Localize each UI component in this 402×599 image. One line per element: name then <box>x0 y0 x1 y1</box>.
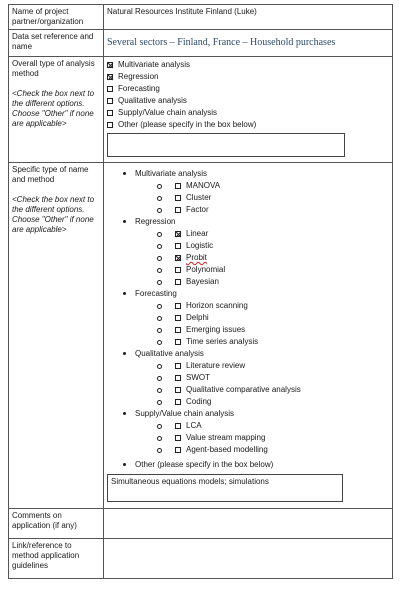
method-option-label: Logistic <box>186 241 214 250</box>
method-sub-list <box>135 180 389 216</box>
link-label: Link/reference to method application guidelines <box>9 539 104 579</box>
method-option[interactable] <box>135 192 389 204</box>
method-option[interactable] <box>135 324 389 336</box>
method-option[interactable] <box>135 204 389 216</box>
method-option-label: Cluster <box>186 193 212 202</box>
specific-other-label: Other (please specify in the box below) <box>135 460 274 469</box>
dataset-value[interactable] <box>104 30 393 57</box>
bullet-icon <box>123 412 126 415</box>
method-sub-list <box>135 228 389 288</box>
overall-label-cell <box>9 57 104 163</box>
checkbox-icon[interactable] <box>107 122 113 128</box>
specific-note: <Check the box next to the different options. Choose "Other" if none are applicable> <box>12 195 95 234</box>
checkbox-icon[interactable] <box>175 339 181 345</box>
method-option[interactable] <box>135 180 389 192</box>
checkbox-icon[interactable] <box>175 327 181 333</box>
method-group <box>107 288 389 348</box>
circle-bullet-icon <box>157 400 162 405</box>
bullet-icon <box>123 172 126 175</box>
overall-option-label: Multivariate analysis <box>118 60 191 69</box>
overall-option[interactable] <box>107 119 389 131</box>
comments-label: Comments on application (if any) <box>9 509 104 539</box>
method-option[interactable] <box>135 252 389 264</box>
overall-option-label: Other (please specify in the box below) <box>118 120 257 129</box>
method-option[interactable] <box>135 420 389 432</box>
method-option-label: LCA <box>186 421 202 430</box>
link-value[interactable] <box>104 539 393 579</box>
comments-row <box>9 509 393 539</box>
method-option-label: Agent-based modelling <box>186 445 268 454</box>
method-option-label: Literature review <box>186 361 246 370</box>
checkbox-icon[interactable] <box>175 243 181 249</box>
method-sub-list <box>135 360 389 408</box>
circle-bullet-icon <box>157 376 162 381</box>
circle-bullet-icon <box>157 364 162 369</box>
checkbox-icon[interactable] <box>175 315 181 321</box>
specific-other-input[interactable]: Simultaneous equations models; simulations <box>107 474 343 502</box>
method-option-label: Polynomial <box>186 265 226 274</box>
circle-bullet-icon <box>157 448 162 453</box>
checkbox-icon[interactable] <box>175 195 181 201</box>
specific-groups <box>107 168 389 456</box>
bullet-icon <box>123 352 126 355</box>
checkbox-icon[interactable] <box>175 303 181 309</box>
comments-value[interactable] <box>104 509 393 539</box>
overall-options-cell <box>104 57 393 163</box>
overall-option-label: Forecasting <box>118 84 160 93</box>
checked-checkbox-icon[interactable] <box>107 62 113 68</box>
method-group-label: Qualitative analysis <box>135 349 204 358</box>
method-sub-list <box>135 300 389 348</box>
checked-checkbox-icon[interactable] <box>175 255 181 261</box>
specific-label-cell <box>9 163 104 509</box>
method-group <box>107 408 389 456</box>
overall-option[interactable] <box>107 83 389 95</box>
checkbox-icon[interactable] <box>175 267 181 273</box>
overall-option-label: Qualitative analysis <box>118 96 187 105</box>
checkbox-icon[interactable] <box>175 183 181 189</box>
overall-note: <Check the box next to the different options. Choose "Other" if none are applicable> <box>12 89 95 128</box>
overall-other-input[interactable] <box>107 133 345 157</box>
circle-bullet-icon <box>157 436 162 441</box>
circle-bullet-icon <box>157 244 162 249</box>
method-option[interactable] <box>135 396 389 408</box>
bullet-icon <box>123 292 126 295</box>
method-group <box>107 168 389 216</box>
checkbox-icon[interactable] <box>175 387 181 393</box>
method-group-label: Forecasting <box>135 289 177 298</box>
specific-other-item <box>107 459 389 471</box>
method-group <box>107 216 389 288</box>
overall-option[interactable] <box>107 95 389 107</box>
method-option-label: Bayesian <box>186 277 219 286</box>
method-group <box>107 348 389 408</box>
method-option-label: Coding <box>186 397 212 406</box>
specific-row <box>9 163 393 509</box>
specific-options-cell <box>104 163 393 509</box>
circle-bullet-icon <box>157 280 162 285</box>
method-group-label: Supply/Value chain analysis <box>135 409 235 418</box>
overall-option[interactable] <box>107 107 389 119</box>
checkbox-icon[interactable] <box>175 375 181 381</box>
checked-checkbox-icon[interactable] <box>175 231 181 237</box>
method-group-label: Multivariate analysis <box>135 169 208 178</box>
overall-row <box>9 57 393 163</box>
specific-label: Specific type of name and method <box>12 165 89 184</box>
bullet-icon <box>123 463 126 466</box>
link-row <box>9 539 393 579</box>
partner-label: Name of project partner/organization <box>9 5 104 30</box>
dataset-label: Data set reference and name <box>9 30 104 57</box>
circle-bullet-icon <box>157 340 162 345</box>
circle-bullet-icon <box>157 256 162 261</box>
overall-option[interactable] <box>107 59 389 71</box>
circle-bullet-icon <box>157 232 162 237</box>
method-sub-list <box>135 420 389 456</box>
method-option[interactable] <box>135 372 389 384</box>
method-form-table <box>8 4 393 579</box>
checkbox-icon[interactable] <box>175 207 181 213</box>
overall-option-label: Regression <box>118 72 159 81</box>
method-option-label: SWOT <box>186 373 210 382</box>
overall-option-label: Supply/Value chain analysis <box>118 108 218 117</box>
method-option-label: Emerging issues <box>186 325 246 334</box>
method-option[interactable] <box>135 312 389 324</box>
method-option[interactable] <box>135 336 389 348</box>
circle-bullet-icon <box>157 388 162 393</box>
circle-bullet-icon <box>157 424 162 429</box>
circle-bullet-icon <box>157 208 162 213</box>
method-option[interactable] <box>135 444 389 456</box>
partner-row <box>9 5 393 30</box>
method-option[interactable] <box>135 240 389 252</box>
checkbox-icon[interactable] <box>107 98 113 104</box>
overall-options <box>107 59 389 131</box>
method-option-label: Horizon scanning <box>186 301 248 310</box>
method-option-label: Value stream mapping <box>186 433 266 442</box>
checkbox-icon[interactable] <box>107 86 113 92</box>
partner-value[interactable]: Natural Resources Institute Finland (Luke) <box>104 5 393 30</box>
checkbox-icon[interactable] <box>107 110 113 116</box>
method-group-label: Regression <box>135 217 176 226</box>
method-option[interactable] <box>135 432 389 444</box>
circle-bullet-icon <box>157 304 162 309</box>
checkbox-icon[interactable] <box>175 435 181 441</box>
method-option-label: Linear <box>186 229 209 238</box>
specific-other-list <box>107 459 389 471</box>
method-option-label: Delphi <box>186 313 209 322</box>
method-option[interactable] <box>135 228 389 240</box>
checked-checkbox-icon[interactable] <box>107 74 113 80</box>
method-option[interactable] <box>135 300 389 312</box>
circle-bullet-icon <box>157 196 162 201</box>
circle-bullet-icon <box>157 268 162 273</box>
method-option-label: Time series analysis <box>186 337 259 346</box>
overall-option[interactable] <box>107 71 389 83</box>
method-option[interactable] <box>135 384 389 396</box>
method-option[interactable] <box>135 360 389 372</box>
bullet-icon <box>123 220 126 223</box>
method-option-label: Factor <box>186 205 209 214</box>
method-option-label: MANOVA <box>186 181 221 190</box>
checkbox-icon[interactable] <box>175 363 181 369</box>
method-option[interactable] <box>135 276 389 288</box>
method-option-label: Qualitative comparative analysis <box>186 385 301 394</box>
checkbox-icon[interactable] <box>175 399 181 405</box>
checkbox-icon[interactable] <box>175 447 181 453</box>
method-option-label: Probit <box>186 253 207 262</box>
circle-bullet-icon <box>157 184 162 189</box>
dataset-row <box>9 30 393 57</box>
checkbox-icon[interactable] <box>175 423 181 429</box>
circle-bullet-icon <box>157 316 162 321</box>
circle-bullet-icon <box>157 328 162 333</box>
checkbox-icon[interactable] <box>175 279 181 285</box>
method-option[interactable] <box>135 264 389 276</box>
dataset-title: Several sectors – Finland, France – Household purchases <box>107 37 336 48</box>
overall-label: Overall type of analysis method <box>12 59 95 78</box>
